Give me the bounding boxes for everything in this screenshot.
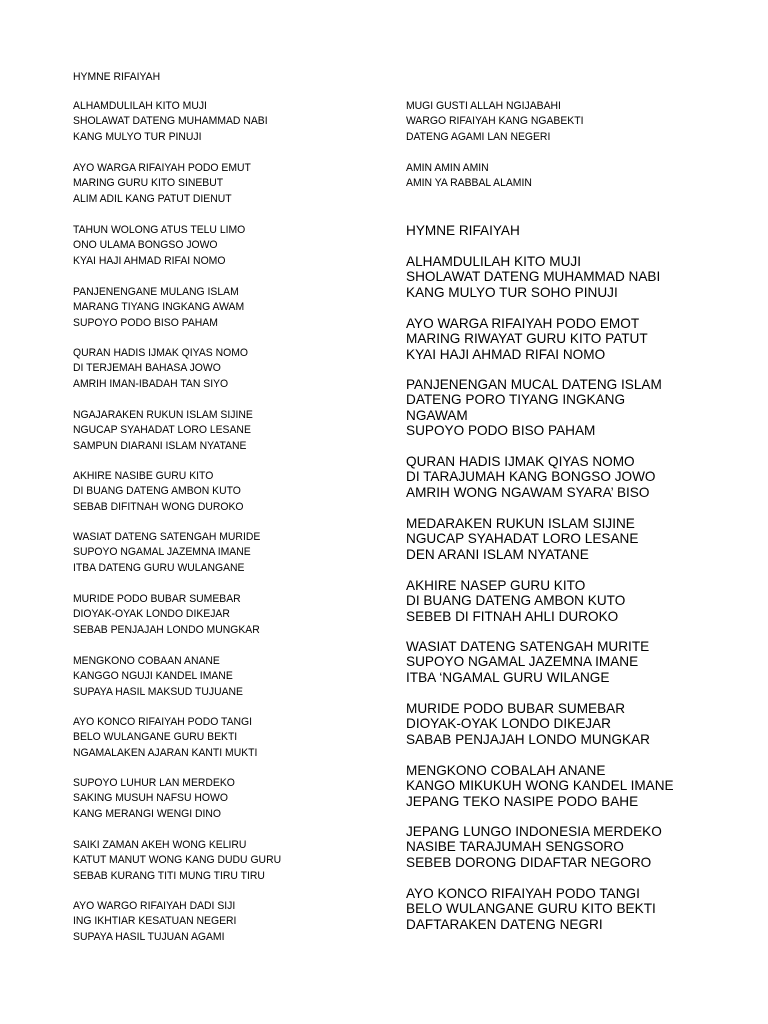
lyric-line: MENGKONO COBAAN ANANE [73,655,220,667]
stanza [73,161,251,207]
lyric-line: AMIN YA RABBAL ALAMIN [406,177,532,190]
lyric-line: AMRIH IMAN-IBADAH TAN SIYO [73,377,229,390]
lyric-line: MENGKONO COBALAH ANANE [406,763,606,778]
lyric-line: NGUCAP SYAHADAT LORO LESANE [406,531,639,547]
stanza [406,578,625,624]
lyric-line: SUPOYO PODO BISO PAHAM [73,316,218,329]
lyric-line: NASIBE TARAJUMAH SENGSORO [406,839,624,855]
lyric-line: SUPAYA HASIL TUJUAN AGAMI [73,930,225,943]
stanza [406,886,656,932]
stanza [73,99,268,145]
lyric-line: MURIDE PODO BUBAR SUMEBAR [406,701,626,716]
stanza [406,254,660,300]
lyric-line: KANGO MIKUKUH WONG KANDEL IMANE [406,778,674,794]
lyric-line: KANGGO NGUJI KANDEL IMANE [73,670,233,683]
lyric-line: AYO WARGA RIFAIYAH PODO EMOT [406,316,640,331]
stanza [406,316,648,362]
lyric-line: SAKING MUSUH NAFSU HOWO [73,792,228,805]
lyric-line: DATENG PORO TIYANG INGKANG [406,392,626,408]
lyric-line: ITBA DATENG GURU WULANGANE [73,561,245,574]
lyric-line: QURAN HADIS IJMAK QIYAS NOMO [406,454,635,469]
lyric-line: MARANG TIYANG INGKANG AWAM [73,301,245,314]
lyric-line: ALHAMDULILAH KITO MUJI [73,100,207,112]
lyric-line: ITBA ‘NGAMAL GURU WILANGE [406,669,610,685]
stanza [73,346,248,392]
lyric-line: PANJENENGANE MULANG ISLAM [73,286,239,298]
stanza [73,530,260,576]
lyric-line: MARING GURU KITO SINEBUT [73,177,224,190]
stanza [73,285,244,331]
lyric-line: SHOLAWAT DATENG MUHAMMAD NABI [73,115,268,128]
stanza [406,701,650,747]
lyric-line: PANJENENGAN MUCAL DATENG ISLAM [406,377,662,392]
lyric-line: SEBAB DIFITNAH WONG DUROKO [73,500,244,513]
lyric-line: DIOYAK-OYAK LONDO DIKEJAR [406,716,611,732]
stanza [73,469,244,515]
stanza [73,715,257,761]
lyric-line: SABAB PENJAJAH LONDO MUNGKAR [406,731,650,747]
stanza [73,838,281,884]
lyric-line: MEDARAKEN RUKUN ISLAM SIJINE [406,516,635,531]
lyric-line: SUPAYA HASIL MAKSUD TUJUANE [73,685,243,698]
stanza [73,654,243,700]
stanza [73,592,260,638]
stanza [406,763,674,809]
stanza [73,408,253,454]
lyric-line: SUPOYO PODO BISO PAHAM [406,423,596,439]
lyric-line: MUGI GUSTI ALLAH NGIJABAHI [406,100,561,112]
lyric-line: AYO KONCO RIFAIYAH PODO TANGI [73,716,253,728]
lyric-line: NGAJARAKEN RUKUN ISLAM SIJINE [73,409,253,421]
lyric-line: DIOYAK-OYAK LONDO DIKEJAR [73,608,230,621]
lyric-line: DEN ARANI ISLAM NYATANE [406,546,589,562]
lyric-line: KANG MULYO TUR PINUJI [73,130,202,143]
second-title: HYMNE RIFAIYAH [406,223,520,238]
lyric-line: SAMPUN DIARANI ISLAM NYATANE [73,439,247,452]
lyric-line: KYAI HAJI AHMAD RIFAI NOMO [73,254,226,267]
lyric-line: SUPOYO LUHUR LAN MERDEKO [73,777,235,789]
stanza [406,516,638,562]
lyric-line: DI BUANG DATENG AMBON KUTO [406,593,626,609]
lyric-line: DI TERJEMAH BAHASA JOWO [73,362,221,375]
stanza [406,99,583,145]
lyric-line: AYO WARGO RIFAIYAH DADI SIJI [73,900,236,912]
stanza [406,454,656,500]
lyric-line: SEBAB KURANG TITI MUNG TIRU TIRU [73,869,265,882]
lyric-line: ONO ULAMA BONGSO JOWO [73,239,218,252]
lyric-line: BELO WULANGANE GURU BEKTI [73,731,238,744]
lyric-line: QURAN HADIS IJMAK QIYAS NOMO [73,347,248,359]
stanza [73,776,235,822]
lyric-line: DAFTARAKEN DATENG NEGRI [406,916,603,932]
lyric-line: SEBAB PENJAJAH LONDO MUNGKAR [73,623,260,636]
stanza [406,161,532,192]
lyric-line: AKHIRE NASEP GURU KITO [406,578,586,593]
lyric-line: DATENG AGAMI LAN NEGERI [406,130,551,143]
lyric-line: KYAI HAJI AHMAD RIFAI NOMO [406,346,606,362]
lyric-line: AMIN AMIN AMIN [406,162,489,174]
lyric-line: TAHUN WOLONG ATUS TELU LIMO [73,224,246,236]
lyric-line: ALHAMDULILAH KITO MUJI [406,254,581,269]
lyric-line: WARGO RIFAIYAH KANG NGABEKTI [406,115,584,128]
lyric-line: WASIAT DATENG SATENGAH MURIDE [73,531,261,543]
lyric-line: KATUT MANUT WONG KANG DUDU GURU [73,854,282,867]
lyric-line: NGAMALAKEN AJARAN KANTI MUKTI [73,746,258,759]
lyric-line: ALIM ADIL KANG PATUT DIENUT [73,192,232,205]
stanza [406,639,649,685]
stanza [73,899,236,945]
lyric-line: MARING RIWAYAT GURU KITO PATUT [406,331,648,347]
lyric-line: JEPANG LUNGO INDONESIA MERDEKO [406,824,662,839]
lyric-line: SEBEB DI FITNAH AHLI DUROKO [406,608,619,624]
document-title: HYMNE RIFAIYAH [73,71,161,83]
lyric-line: AYO WARGA RIFAIYAH PODO EMUT [73,162,251,174]
lyric-line: WASIAT DATENG SATENGAH MURITE [406,639,650,654]
lyric-line: SUPOYO NGAMAL JAZEMNA IMANE [406,654,639,670]
stanza [73,223,245,269]
lyric-line: JEPANG TEKO NASIPE PODO BAHE [406,793,639,809]
lyric-line: NGUCAP SYAHADAT LORO LESANE [73,424,251,437]
lyric-line: SUPOYO NGAMAL JAZEMNA IMANE [73,546,251,559]
lyric-line: AKHIRE NASIBE GURU KITO [73,470,214,482]
stanza [406,377,662,439]
lyric-line: SEBEB DORONG DIDAFTAR NEGORO [406,854,652,870]
lyric-line: MURIDE PODO BUBAR SUMEBAR [73,593,241,605]
lyric-line: DI BUANG DATENG AMBON KUTO [73,485,241,498]
lyric-line: KANG MERANGI WENGI DINO [73,807,221,820]
lyric-line: NGAWAM [406,407,468,423]
lyric-line: SHOLAWAT DATENG MUHAMMAD NABI [406,269,661,285]
lyric-line: DI TARAJUMAH KANG BONGSO JOWO [406,469,656,485]
lyric-line: AYO KONCO RIFAIYAH PODO TANGI [406,886,640,901]
lyric-line: AMRIH WONG NGAWAM SYARA’ BISO [406,484,650,500]
lyric-line: KANG MULYO TUR SOHO PINUJI [406,284,618,300]
lyric-line: ING IKHTIAR KESATUAN NEGERI [73,915,237,928]
lyric-line: SAIKI ZAMAN AKEH WONG KELIRU [73,839,247,851]
lyric-line: BELO WULANGANE GURU KITO BEKTI [406,901,656,917]
stanza [406,824,662,870]
